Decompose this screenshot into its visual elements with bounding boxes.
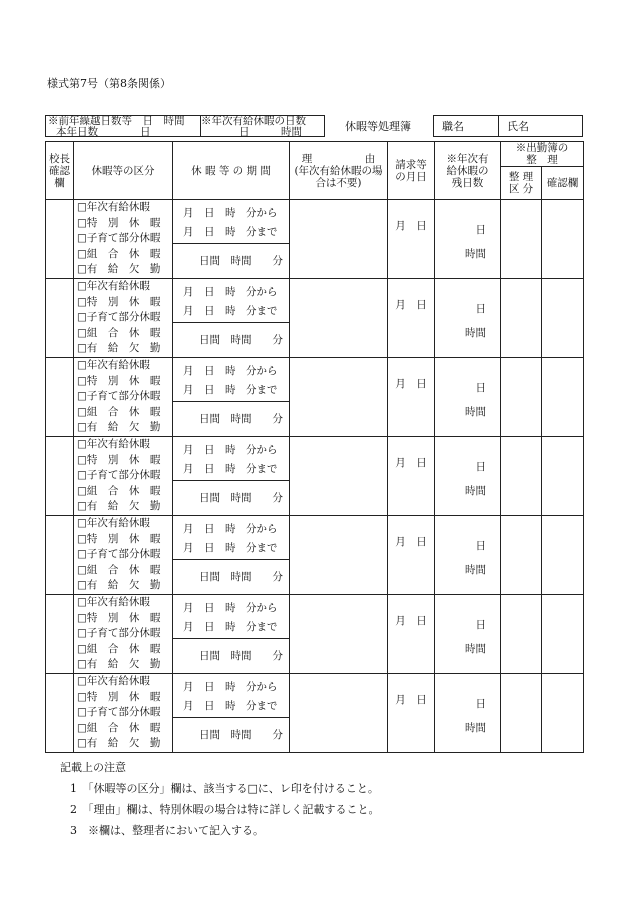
- period-from: 月 日 時 分から: [183, 681, 278, 693]
- period-to: 月 日 時 分まで: [183, 384, 278, 396]
- leave-category-option[interactable]: □組 合 休 暇: [77, 405, 161, 418]
- period-duration: 日間 時間 分: [199, 492, 283, 504]
- leave-record-row: [46, 674, 584, 753]
- leave-category-option[interactable]: □有 給 欠 勤: [77, 579, 161, 592]
- period-to: 月 日 時 分まで: [183, 463, 278, 475]
- period-duration: 日間 時間 分: [199, 571, 283, 583]
- period-range: [173, 200, 289, 244]
- leave-category-option[interactable]: □子育て部分休暇: [77, 627, 161, 640]
- leave-category-option[interactable]: □子育て部分休暇: [77, 469, 161, 482]
- principal-check-header: 校長確認欄: [46, 142, 74, 200]
- request-date-cell[interactable]: 月 日: [388, 674, 435, 753]
- annual-remaining-header: ※年次有給休暇の残日数: [435, 142, 501, 200]
- leave-category-cell: [74, 358, 173, 437]
- leave-category-option[interactable]: □子育て部分休暇: [77, 390, 161, 403]
- reason-note: (年次有給休暇の場合は不要): [294, 164, 383, 189]
- remaining-hours: 時間: [465, 485, 486, 497]
- confirm-cell[interactable]: [542, 358, 584, 437]
- leave-category-option[interactable]: □組 合 休 暇: [77, 642, 161, 655]
- leave-category-option[interactable]: □特 別 休 暇: [77, 216, 161, 229]
- leave-category-option[interactable]: □子育て部分休暇: [77, 548, 161, 561]
- remaining-days: 日: [475, 224, 486, 236]
- leave-category-option[interactable]: □年次有給休暇: [77, 675, 150, 688]
- leave-period-header: 休 暇 等 の 期 間: [173, 142, 290, 200]
- leave-record-row: [46, 437, 584, 516]
- remaining-leave-cell[interactable]: [435, 595, 501, 674]
- period-from: 月 日 時 分から: [183, 523, 278, 535]
- period-range: [173, 595, 289, 639]
- remaining-hours: 時間: [465, 327, 486, 339]
- sort-division-header: 整 理区 分: [501, 167, 542, 200]
- period-range: [173, 674, 289, 718]
- request-date-cell[interactable]: 月 日: [388, 595, 435, 674]
- this-year-days-text: 本年日数 日: [56, 126, 151, 138]
- leave-category-option[interactable]: □有 給 欠 勤: [77, 737, 161, 750]
- leave-category-option[interactable]: □年次有給休暇: [77, 596, 150, 609]
- request-date-cell[interactable]: 月 日: [388, 437, 435, 516]
- period-to: 月 日 時 分まで: [183, 621, 278, 633]
- leave-category-cell: [74, 437, 173, 516]
- period-range: [173, 437, 289, 481]
- leave-category-option[interactable]: □年次有給休暇: [77, 280, 150, 293]
- sort-division-cell[interactable]: [501, 437, 542, 516]
- remaining-hours: 時間: [465, 643, 486, 655]
- remaining-days: 日: [475, 619, 486, 631]
- confirm-cell[interactable]: [542, 674, 584, 753]
- principal-check-cell[interactable]: [46, 674, 74, 753]
- principal-check-cell[interactable]: [46, 358, 74, 437]
- principal-check-cell[interactable]: [46, 516, 74, 595]
- reason-cell[interactable]: [290, 437, 388, 516]
- sort-division-cell[interactable]: [501, 200, 542, 279]
- leave-category-cell: [74, 674, 173, 753]
- confirm-header: 確認欄: [542, 167, 584, 200]
- reason-cell[interactable]: [290, 595, 388, 674]
- period-to: 月 日 時 分まで: [183, 542, 278, 554]
- leave-category-option[interactable]: □組 合 休 暇: [77, 563, 161, 576]
- principal-check-cell[interactable]: [46, 279, 74, 358]
- sort-division-cell[interactable]: [501, 279, 542, 358]
- leave-period-cell[interactable]: [173, 674, 290, 753]
- leave-record-row: [46, 279, 584, 358]
- leave-period-cell[interactable]: [173, 595, 290, 674]
- request-date-header: 請求等の月日: [388, 142, 435, 200]
- confirm-cell[interactable]: [542, 595, 584, 674]
- prev-carryover-text: ※前年繰越日数等 日 時間: [48, 115, 185, 127]
- sort-division-cell[interactable]: [501, 595, 542, 674]
- notes-section: [60, 757, 380, 841]
- leave-category-option[interactable]: □年次有給休暇: [77, 517, 150, 530]
- note-item: 1 「休暇等の区分」欄は、該当する□に、レ印を付けること。: [70, 782, 379, 795]
- reason-cell[interactable]: [290, 200, 388, 279]
- name-label: 氏名: [499, 115, 583, 137]
- reason-title: 理 由: [301, 152, 376, 165]
- annual-leave-days-cell: [201, 116, 326, 136]
- reason-cell[interactable]: [290, 516, 388, 595]
- period-duration: 日間 時間 分: [199, 334, 283, 346]
- period-from: 月 日 時 分から: [183, 444, 278, 456]
- reason-cell[interactable]: [290, 358, 388, 437]
- attendance-book-header: ※出勤簿の整 理: [501, 142, 584, 167]
- request-date-cell[interactable]: 月 日: [388, 516, 435, 595]
- period-range: [173, 516, 289, 560]
- leave-record-row: [46, 200, 584, 279]
- leave-category-option[interactable]: □年次有給休暇: [77, 438, 150, 451]
- period-range: [173, 358, 289, 402]
- remaining-hours: 時間: [465, 564, 486, 576]
- confirm-cell[interactable]: [542, 516, 584, 595]
- leave-category-option[interactable]: □有 給 欠 勤: [77, 342, 161, 355]
- leave-category-cell: [74, 516, 173, 595]
- period-to: 月 日 時 分まで: [183, 700, 278, 712]
- annual-leave-time-text: 日 時間: [239, 126, 302, 138]
- confirm-cell[interactable]: [542, 279, 584, 358]
- leave-category-option[interactable]: □組 合 休 暇: [77, 721, 161, 734]
- period-from: 月 日 時 分から: [183, 207, 278, 219]
- period-from: 月 日 時 分から: [183, 602, 278, 614]
- leave-period-cell[interactable]: [173, 279, 290, 358]
- leave-record-row: [46, 595, 584, 674]
- leave-period-cell[interactable]: [173, 516, 290, 595]
- leave-category-cell: [74, 595, 173, 674]
- leave-category-option[interactable]: □特 別 休 暇: [77, 532, 161, 545]
- notes-title: 記載上の注意: [60, 761, 126, 774]
- remaining-leave-cell[interactable]: [435, 516, 501, 595]
- confirm-cell[interactable]: [542, 437, 584, 516]
- leave-category-option[interactable]: □特 別 休 暇: [77, 374, 161, 387]
- leave-period-cell[interactable]: [173, 437, 290, 516]
- period-from: 月 日 時 分から: [183, 365, 278, 377]
- period-from: 月 日 時 分から: [183, 286, 278, 298]
- summary-box: [45, 115, 325, 137]
- period-range: [173, 279, 289, 323]
- leave-category-option[interactable]: □特 別 休 暇: [77, 295, 161, 308]
- principal-check-cell[interactable]: [46, 437, 74, 516]
- leave-category-option[interactable]: □子育て部分休暇: [77, 311, 161, 324]
- period-duration: 日間 時間 分: [199, 413, 283, 425]
- leave-category-option[interactable]: □年次有給休暇: [77, 359, 150, 372]
- remaining-leave-cell[interactable]: [435, 279, 501, 358]
- leave-category-option[interactable]: □特 別 休 暇: [77, 690, 161, 703]
- leave-category-header: 休暇等の区分: [74, 142, 173, 200]
- leave-category-option[interactable]: □組 合 休 暇: [77, 326, 161, 339]
- leave-category-option[interactable]: □子育て部分休暇: [77, 232, 161, 245]
- leave-ledger-table: [45, 141, 584, 753]
- leave-category-cell: [74, 279, 173, 358]
- sort-division-cell[interactable]: [501, 516, 542, 595]
- leave-category-option[interactable]: □年次有給休暇: [77, 201, 150, 214]
- confirm-cell[interactable]: [542, 200, 584, 279]
- leave-period-cell[interactable]: [173, 200, 290, 279]
- remaining-days: 日: [475, 382, 486, 394]
- leave-category-option[interactable]: □有 給 欠 勤: [77, 658, 161, 671]
- remaining-leave-cell[interactable]: [435, 674, 501, 753]
- remaining-leave-cell[interactable]: [435, 437, 501, 516]
- period-duration: 日間 時間 分: [199, 255, 283, 267]
- leave-category-option[interactable]: □有 給 欠 勤: [77, 500, 161, 513]
- period-to: 月 日 時 分まで: [183, 305, 278, 317]
- request-date-cell[interactable]: 月 日: [388, 358, 435, 437]
- leave-category-option[interactable]: □組 合 休 暇: [77, 247, 161, 260]
- remaining-hours: 時間: [465, 248, 486, 260]
- remaining-leave-cell[interactable]: [435, 358, 501, 437]
- principal-check-cell[interactable]: [46, 200, 74, 279]
- annual-leave-days-text: ※年次有給休暇の日数: [201, 115, 306, 127]
- ledger-title: 休暇等処理簿: [345, 120, 411, 133]
- leave-category-option[interactable]: □有 給 欠 勤: [77, 263, 161, 276]
- principal-check-cell[interactable]: [46, 595, 74, 674]
- sort-division-cell[interactable]: [501, 358, 542, 437]
- remaining-days: 日: [475, 303, 486, 315]
- note-item: 2 「理由」欄は、特別休暇の場合は特に詳しく記載すること。: [70, 803, 380, 816]
- note-item: 3 ※欄は、整理者において記入する。: [70, 824, 264, 837]
- remaining-days: 日: [475, 461, 486, 473]
- period-duration: 日間 時間 分: [199, 729, 283, 741]
- period-duration: 日間 時間 分: [199, 650, 283, 662]
- period-to: 月 日 時 分まで: [183, 226, 278, 238]
- leave-category-option[interactable]: □特 別 休 暇: [77, 453, 161, 466]
- remaining-days: 日: [475, 540, 486, 552]
- leave-record-row: [46, 358, 584, 437]
- remaining-hours: 時間: [465, 406, 486, 418]
- leave-category-option[interactable]: □特 別 休 暇: [77, 611, 161, 624]
- reason-header: [290, 142, 388, 200]
- form-title: 様式第7号（第8条関係）: [47, 77, 171, 90]
- leave-record-row: [46, 516, 584, 595]
- remaining-hours: 時間: [465, 722, 486, 734]
- carryover-cell: [46, 116, 201, 136]
- reason-cell[interactable]: [290, 674, 388, 753]
- remaining-leave-cell[interactable]: [435, 200, 501, 279]
- remaining-days: 日: [475, 698, 486, 710]
- leave-category-option[interactable]: □組 合 休 暇: [77, 484, 161, 497]
- leave-category-cell: [74, 200, 173, 279]
- position-label: 職名: [433, 115, 499, 137]
- leave-category-option[interactable]: □有 給 欠 勤: [77, 421, 161, 434]
- request-date-cell[interactable]: 月 日: [388, 279, 435, 358]
- leave-period-cell[interactable]: [173, 358, 290, 437]
- sort-division-cell[interactable]: [501, 674, 542, 753]
- reason-cell[interactable]: [290, 279, 388, 358]
- request-date-cell[interactable]: 月 日: [388, 200, 435, 279]
- leave-category-option[interactable]: □子育て部分休暇: [77, 706, 161, 719]
